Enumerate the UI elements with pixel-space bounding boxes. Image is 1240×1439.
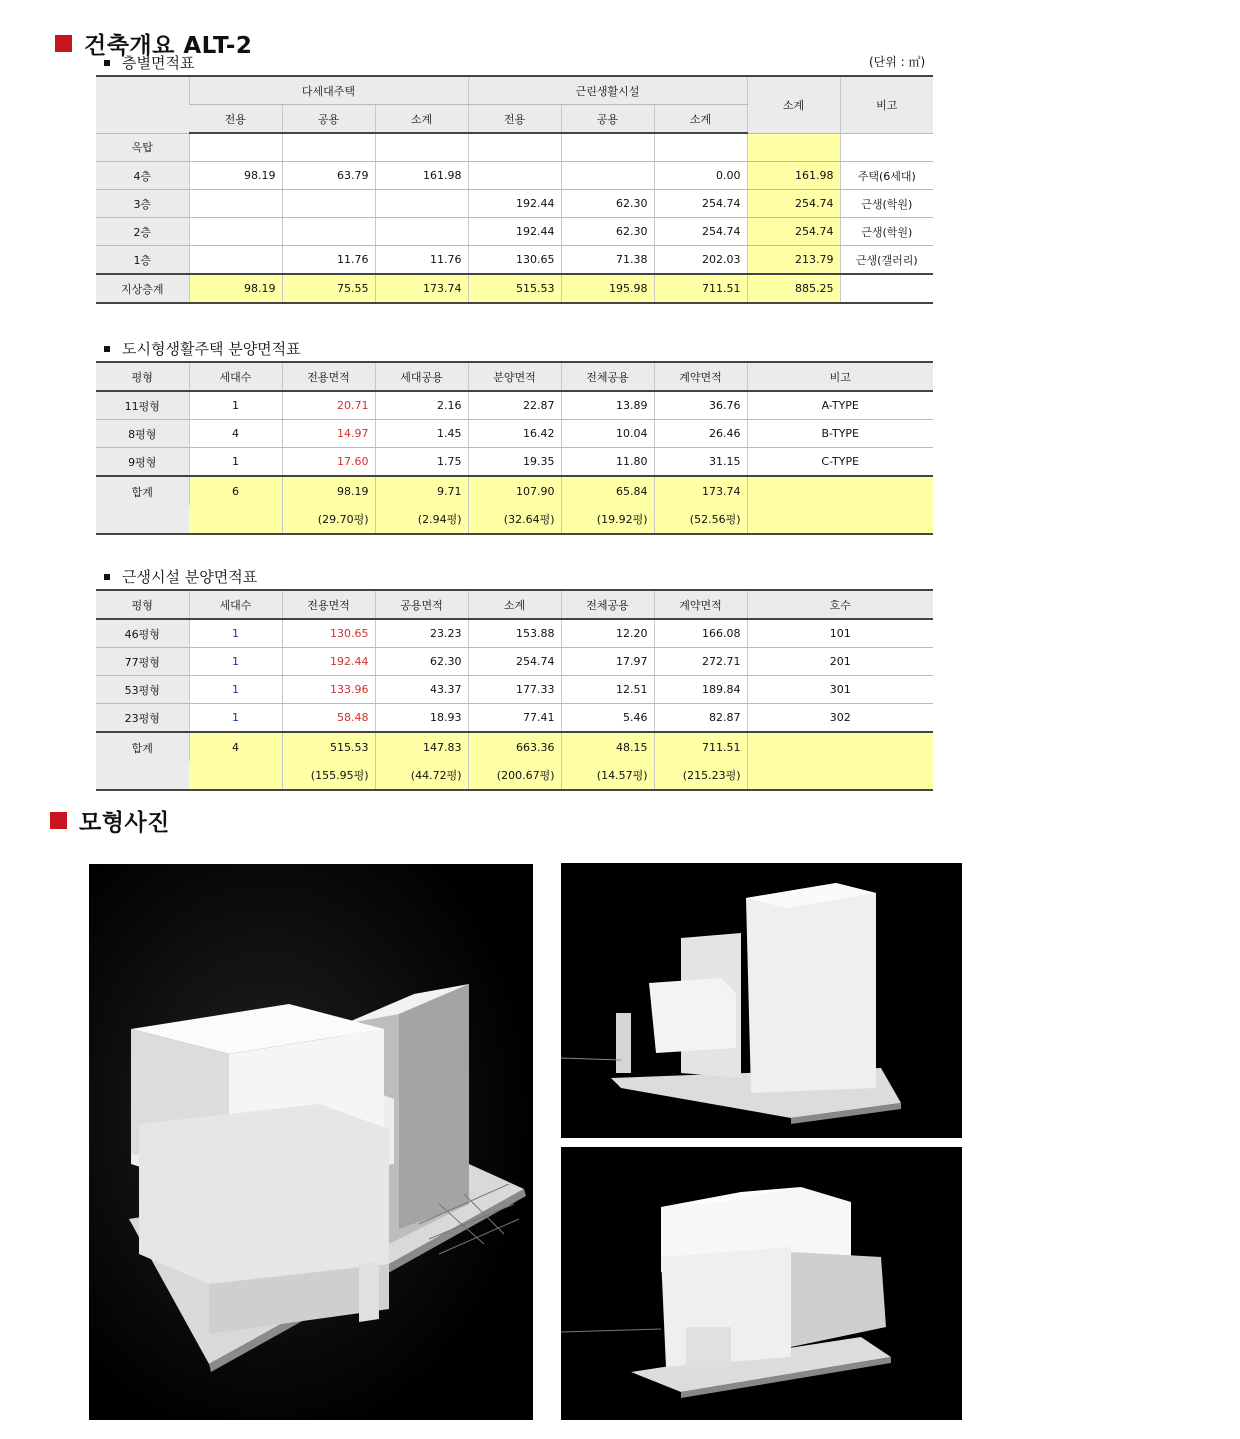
- total-cell: 9.71: [375, 476, 468, 505]
- table-row: [96, 133, 933, 162]
- unit-number-cell: 302: [747, 704, 933, 733]
- cell: 2.16: [375, 391, 468, 420]
- model-photo-2: [561, 863, 962, 1138]
- cell: 23.23: [375, 619, 468, 648]
- group-retail: 근린생활시설: [468, 76, 747, 105]
- red-square-icon: [55, 35, 72, 52]
- cell: 12.20: [561, 619, 654, 648]
- column-header: 전용면적: [282, 590, 375, 619]
- cell: [189, 133, 282, 162]
- cell: [468, 133, 561, 162]
- sub-header: 소계: [654, 105, 747, 134]
- cell: [189, 246, 282, 275]
- sum-cell: 98.19: [189, 274, 282, 303]
- row-label: 1층: [96, 246, 189, 275]
- row-label: 3층: [96, 190, 189, 218]
- cell: 4: [189, 420, 282, 448]
- sum-cell: 75.55: [282, 274, 375, 303]
- total-cell: 711.51: [654, 732, 747, 761]
- pyeong-cell: (29.70평): [282, 505, 375, 534]
- table-row: [96, 391, 933, 420]
- total-cell: 161.98: [747, 162, 840, 190]
- sum-label: 지상층계: [96, 274, 189, 303]
- total-cell: 48.15: [561, 732, 654, 761]
- red-square-icon: [50, 812, 67, 829]
- retail-table-title: 근생시설 분양면적표: [122, 568, 258, 586]
- total-cell: 4: [189, 732, 282, 761]
- cell: 133.96: [282, 676, 375, 704]
- column-header: 공용면적: [375, 590, 468, 619]
- cell: 202.03: [654, 246, 747, 275]
- unit-label: (단위 : ㎡): [869, 55, 926, 69]
- cell: 77.41: [468, 704, 561, 733]
- column-header: 소계: [468, 590, 561, 619]
- cell: [375, 190, 468, 218]
- sub-header: 공용: [282, 105, 375, 134]
- row-label: 4층: [96, 162, 189, 190]
- table-row: [96, 448, 933, 477]
- unit-number-cell: 201: [747, 648, 933, 676]
- sub-header: 공용: [561, 105, 654, 134]
- sub-header: 전용: [189, 105, 282, 134]
- cell: 1: [189, 619, 282, 648]
- column-header: 계약면적: [654, 362, 747, 391]
- remark-header: 비고: [840, 76, 933, 133]
- column-header: 세대공용: [375, 362, 468, 391]
- cell: 5.46: [561, 704, 654, 733]
- total-note-cell: [747, 476, 933, 534]
- cell: 192.44: [468, 190, 561, 218]
- pyeong-cell: (155.95평): [282, 761, 375, 790]
- retail-sale-table: [96, 589, 933, 791]
- row-label: 11평형: [96, 391, 189, 420]
- pyeong-cell: (19.92평): [561, 505, 654, 534]
- cell: [282, 133, 375, 162]
- cell: 161.98: [375, 162, 468, 190]
- photos-title: 모형사진: [79, 810, 170, 836]
- note-cell: 근생(학원): [840, 218, 933, 246]
- sub-header: 소계: [375, 105, 468, 134]
- table-row: [96, 619, 933, 648]
- cell: 19.35: [468, 448, 561, 477]
- row-label: 53평형: [96, 676, 189, 704]
- column-header: 비고: [747, 362, 933, 391]
- total-cell: 98.19: [282, 476, 375, 505]
- sum-row: [96, 274, 933, 303]
- cell: 14.97: [282, 420, 375, 448]
- empty-cell: [189, 505, 282, 534]
- cell: [189, 218, 282, 246]
- cell: [375, 218, 468, 246]
- sum-cell: 173.74: [375, 274, 468, 303]
- row-label: 2층: [96, 218, 189, 246]
- unit-number-cell: 101: [747, 619, 933, 648]
- total-cell: 213.79: [747, 246, 840, 275]
- cell: 254.74: [654, 218, 747, 246]
- pyeong-cell: (44.72평): [375, 761, 468, 790]
- pyeong-cell: (52.56평): [654, 505, 747, 534]
- cell: 1: [189, 391, 282, 420]
- cell: [654, 133, 747, 162]
- cell: 13.89: [561, 391, 654, 420]
- cell: 1.45: [375, 420, 468, 448]
- column-header: 세대수: [189, 362, 282, 391]
- pyeong-cell: (32.64평): [468, 505, 561, 534]
- total-cell: 147.83: [375, 732, 468, 761]
- note-cell: A-TYPE: [747, 391, 933, 420]
- cell: 63.79: [282, 162, 375, 190]
- cell: 71.38: [561, 246, 654, 275]
- column-header: 평형: [96, 590, 189, 619]
- cell: 43.37: [375, 676, 468, 704]
- pyeong-cell: (200.67평): [468, 761, 561, 790]
- cell: 254.74: [468, 648, 561, 676]
- cell: [282, 218, 375, 246]
- total-cell: 65.84: [561, 476, 654, 505]
- column-header: 평형: [96, 362, 189, 391]
- cell: 20.71: [282, 391, 375, 420]
- total-cell: 254.74: [747, 218, 840, 246]
- cell: [561, 133, 654, 162]
- sub-header: 전용: [468, 105, 561, 134]
- total-label: 합계: [96, 732, 189, 790]
- note-cell: B-TYPE: [747, 420, 933, 448]
- cell: 1: [189, 704, 282, 733]
- cell: 11.76: [282, 246, 375, 275]
- column-header: 계약면적: [654, 590, 747, 619]
- note-cell: [840, 274, 933, 303]
- cell: [282, 190, 375, 218]
- cell: 36.76: [654, 391, 747, 420]
- model-photo-3: [561, 1147, 962, 1420]
- cell: 62.30: [375, 648, 468, 676]
- cell: 82.87: [654, 704, 747, 733]
- note-cell: 근생(갤러리): [840, 246, 933, 275]
- cell: 17.60: [282, 448, 375, 477]
- table-row: [96, 190, 933, 218]
- table-row: [96, 162, 933, 190]
- cell: 98.19: [189, 162, 282, 190]
- total-cell: [747, 133, 840, 162]
- retail-table-heading: [104, 566, 257, 587]
- cell: 272.71: [654, 648, 747, 676]
- cell: 1: [189, 676, 282, 704]
- cell: 16.42: [468, 420, 561, 448]
- table-row: [96, 648, 933, 676]
- housing-table-title: 도시형생활주택 분양면적표: [122, 340, 301, 358]
- column-header: 호수: [747, 590, 933, 619]
- cell: 17.97: [561, 648, 654, 676]
- photos-heading: [50, 804, 170, 837]
- overview-title: 건축개요 ALT-2: [84, 33, 253, 59]
- sum-cell: 195.98: [561, 274, 654, 303]
- cell: 26.46: [654, 420, 747, 448]
- table-row: [96, 420, 933, 448]
- cell: 192.44: [468, 218, 561, 246]
- cell: 1: [189, 448, 282, 477]
- column-header: 전체공용: [561, 362, 654, 391]
- empty-cell: [189, 761, 282, 790]
- housing-sale-table: [96, 361, 933, 535]
- total-row: [96, 476, 933, 505]
- total-cell: 173.74: [654, 476, 747, 505]
- cell: [375, 133, 468, 162]
- cell: 153.88: [468, 619, 561, 648]
- row-label: 9평형: [96, 448, 189, 477]
- corner-cell: [96, 76, 189, 133]
- cell: 58.48: [282, 704, 375, 733]
- cell: 1: [189, 648, 282, 676]
- unit-number-cell: 301: [747, 676, 933, 704]
- pyeong-cell: (215.23평): [654, 761, 747, 790]
- cell: 11.80: [561, 448, 654, 477]
- bullet-icon: [104, 346, 110, 352]
- total-row: [96, 732, 933, 761]
- cell: 18.93: [375, 704, 468, 733]
- cell: 31.15: [654, 448, 747, 477]
- cell: 12.51: [561, 676, 654, 704]
- housing-table-heading: [104, 338, 301, 359]
- sum-cell: 515.53: [468, 274, 561, 303]
- cell: 166.08: [654, 619, 747, 648]
- total-cell: 515.53: [282, 732, 375, 761]
- table-row: [96, 218, 933, 246]
- group-housing: 다세대주택: [189, 76, 468, 105]
- total-cell: 107.90: [468, 476, 561, 505]
- table-row: [96, 246, 933, 275]
- note-cell: 근생(학원): [840, 190, 933, 218]
- total-label: 합계: [96, 476, 189, 534]
- cell: 62.30: [561, 190, 654, 218]
- cell: 1.75: [375, 448, 468, 477]
- cell: 10.04: [561, 420, 654, 448]
- floor-area-table: [96, 75, 933, 304]
- floor-table-title: 층별면적표: [122, 54, 195, 72]
- row-label: 8평형: [96, 420, 189, 448]
- bullet-icon: [104, 574, 110, 580]
- note-cell: C-TYPE: [747, 448, 933, 477]
- cell: 177.33: [468, 676, 561, 704]
- cell: 22.87: [468, 391, 561, 420]
- model-photo-1: [89, 864, 533, 1420]
- column-header: 세대수: [189, 590, 282, 619]
- floor-table-heading: [104, 52, 194, 73]
- sum-cell: 711.51: [654, 274, 747, 303]
- row-label: 23평형: [96, 704, 189, 733]
- cell: 254.74: [654, 190, 747, 218]
- pyeong-cell: (14.57평): [561, 761, 654, 790]
- cell: [561, 162, 654, 190]
- cell: 130.65: [468, 246, 561, 275]
- sum-total-cell: 885.25: [747, 274, 840, 303]
- subtotal-header: 소계: [747, 76, 840, 133]
- cell: 11.76: [375, 246, 468, 275]
- cell: 0.00: [654, 162, 747, 190]
- note-cell: 주택(6세대): [840, 162, 933, 190]
- cell: [468, 162, 561, 190]
- cell: [189, 190, 282, 218]
- note-cell: [840, 133, 933, 162]
- pyeong-cell: (2.94평): [375, 505, 468, 534]
- table-row: [96, 704, 933, 733]
- total-note-cell: [747, 732, 933, 790]
- cell: 189.84: [654, 676, 747, 704]
- row-label: 옥탑: [96, 133, 189, 162]
- total-cell: 663.36: [468, 732, 561, 761]
- column-header: 전체공용: [561, 590, 654, 619]
- table-row: [96, 676, 933, 704]
- cell: 192.44: [282, 648, 375, 676]
- cell: 62.30: [561, 218, 654, 246]
- total-cell: 6: [189, 476, 282, 505]
- row-label: 77평형: [96, 648, 189, 676]
- column-header: 분양면적: [468, 362, 561, 391]
- row-label: 46평형: [96, 619, 189, 648]
- column-header: 전용면적: [282, 362, 375, 391]
- bullet-icon: [104, 60, 110, 66]
- cell: 130.65: [282, 619, 375, 648]
- total-cell: 254.74: [747, 190, 840, 218]
